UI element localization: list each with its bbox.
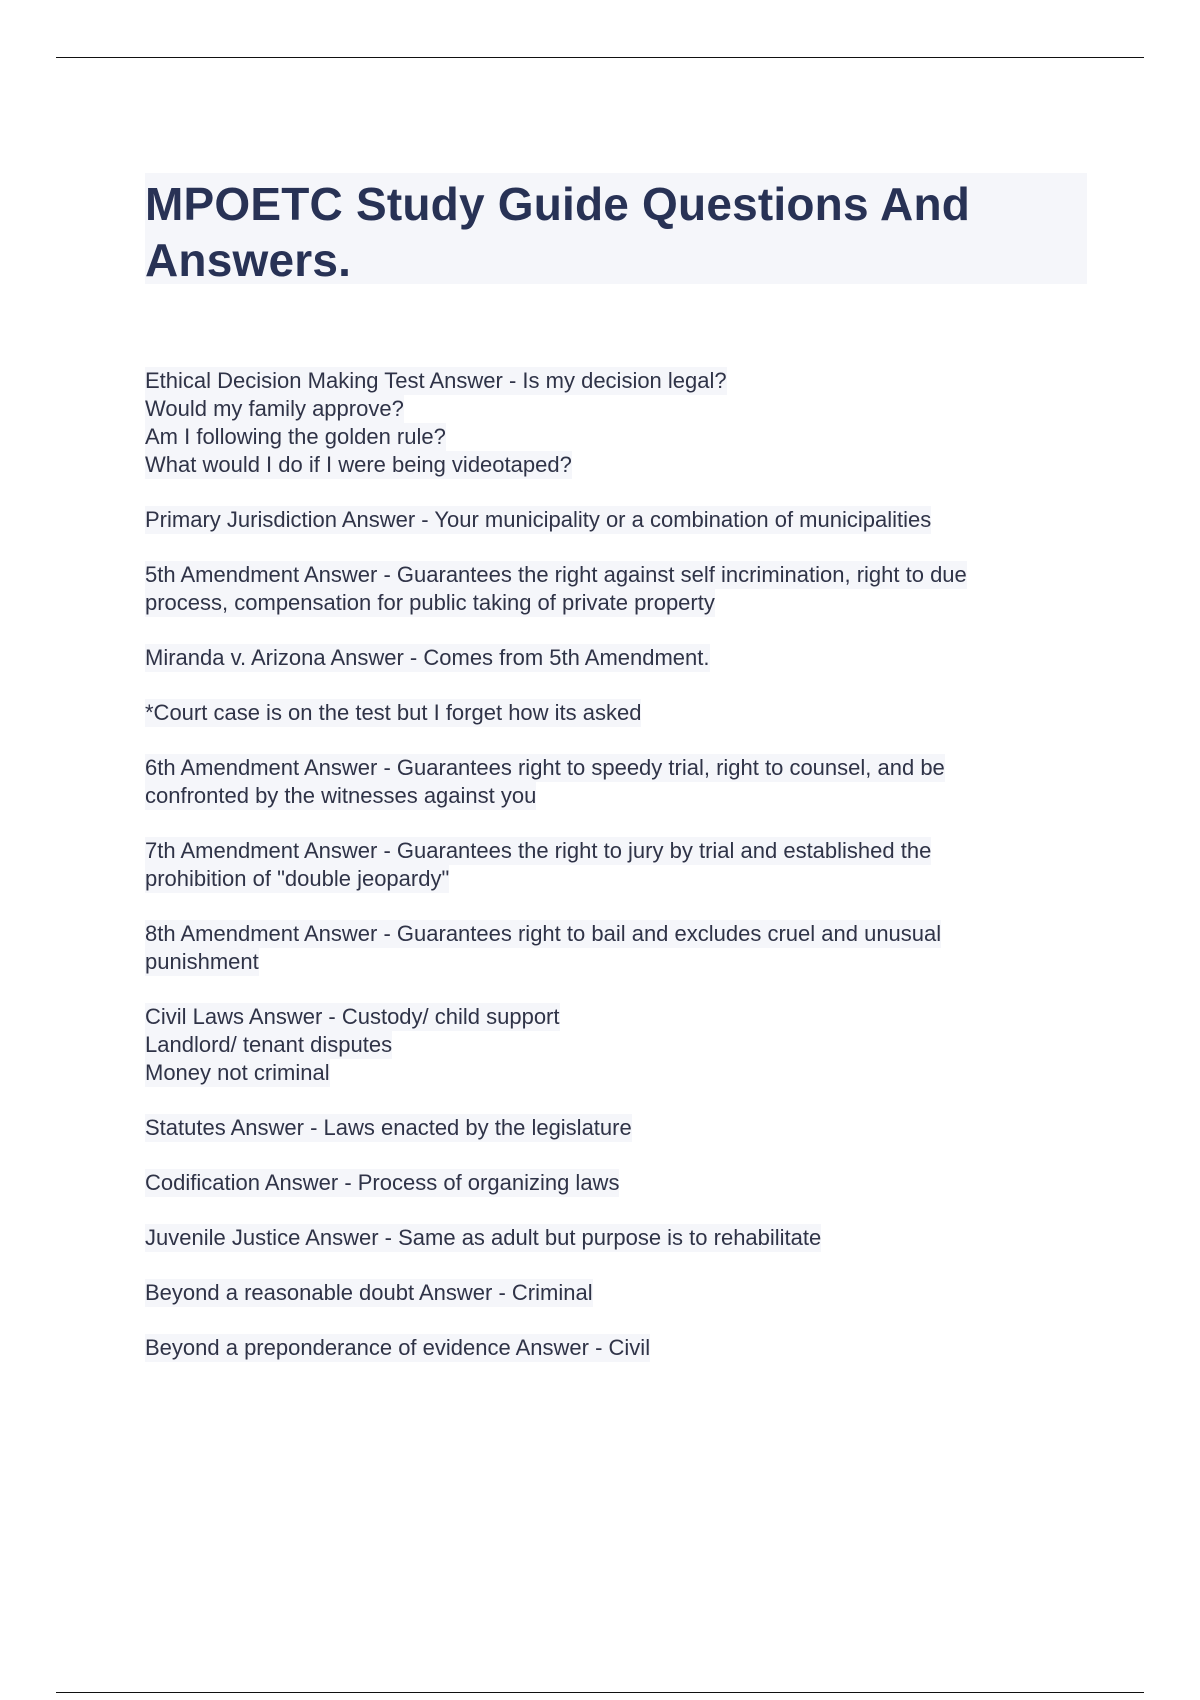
qa-item — [145, 506, 1095, 534]
qa-item — [145, 1279, 1095, 1307]
qa-text-line: 8th Amendment Answer - Guarantees right to bail and excludes cruel and unusual — [145, 921, 942, 946]
title-block — [145, 173, 1087, 284]
qa-text-line: Am I following the golden rule? — [145, 424, 446, 449]
qa-item — [145, 1224, 1095, 1252]
qa-text-line: Beyond a reasonable doubt Answer - Criminal — [145, 1280, 593, 1305]
qa-text-line: confronted by the witnesses against you — [145, 783, 537, 808]
qa-item — [145, 644, 1095, 672]
qa-text-line: Beyond a preponderance of evidence Answer - Civil — [145, 1335, 651, 1360]
qa-item — [145, 1003, 1095, 1087]
qa-text-line: 7th Amendment Answer - Guarantees the right to jury by trial and established the — [145, 838, 932, 863]
qa-text-line: process, compensation for public taking of private property — [145, 590, 715, 615]
page-title-line-2: Answers. — [145, 234, 352, 286]
qa-text-line: Juvenile Justice Answer - Same as adult but purpose is to rehabilitate — [145, 1225, 822, 1250]
page-title — [145, 176, 1087, 288]
qa-text-line: Civil Laws Answer - Custody/ child support — [145, 1004, 560, 1029]
qa-item — [145, 1169, 1095, 1197]
qa-list — [145, 367, 1095, 1389]
qa-item — [145, 367, 1095, 479]
page-title-line-1: MPOETC Study Guide Questions And — [145, 178, 971, 230]
qa-item — [145, 699, 1095, 727]
qa-text-line: What would I do if I were being videotaped? — [145, 452, 572, 477]
qa-item — [145, 1114, 1095, 1142]
qa-text-line: Statutes Answer - Laws enacted by the legislature — [145, 1115, 632, 1140]
qa-text-line: Codification Answer - Process of organizing laws — [145, 1170, 620, 1195]
qa-text-line: Miranda v. Arizona Answer - Comes from 5th Amendment. — [145, 645, 710, 670]
qa-text-line: punishment — [145, 949, 259, 974]
top-rule — [56, 57, 1144, 58]
qa-text-line: prohibition of "double jeopardy" — [145, 866, 450, 891]
qa-text-line: Primary Jurisdiction Answer - Your municipality or a combination of municipalities — [145, 507, 932, 532]
qa-text-line: *Court case is on the test but I forget how its asked — [145, 700, 642, 725]
bottom-rule — [56, 1692, 1144, 1693]
qa-text-line: 6th Amendment Answer - Guarantees right to speedy trial, right to counsel, and be — [145, 755, 945, 780]
qa-item — [145, 561, 1095, 617]
qa-item — [145, 837, 1095, 893]
qa-text-line: 5th Amendment Answer - Guarantees the right against self incrimination, right to due — [145, 562, 967, 587]
qa-text-line: Ethical Decision Making Test Answer - Is my decision legal? — [145, 368, 727, 393]
qa-item — [145, 1334, 1095, 1362]
qa-text-line: Money not criminal — [145, 1060, 330, 1085]
qa-text-line: Would my family approve? — [145, 396, 404, 421]
qa-item — [145, 920, 1095, 976]
qa-item — [145, 754, 1095, 810]
qa-text-line: Landlord/ tenant disputes — [145, 1032, 393, 1057]
